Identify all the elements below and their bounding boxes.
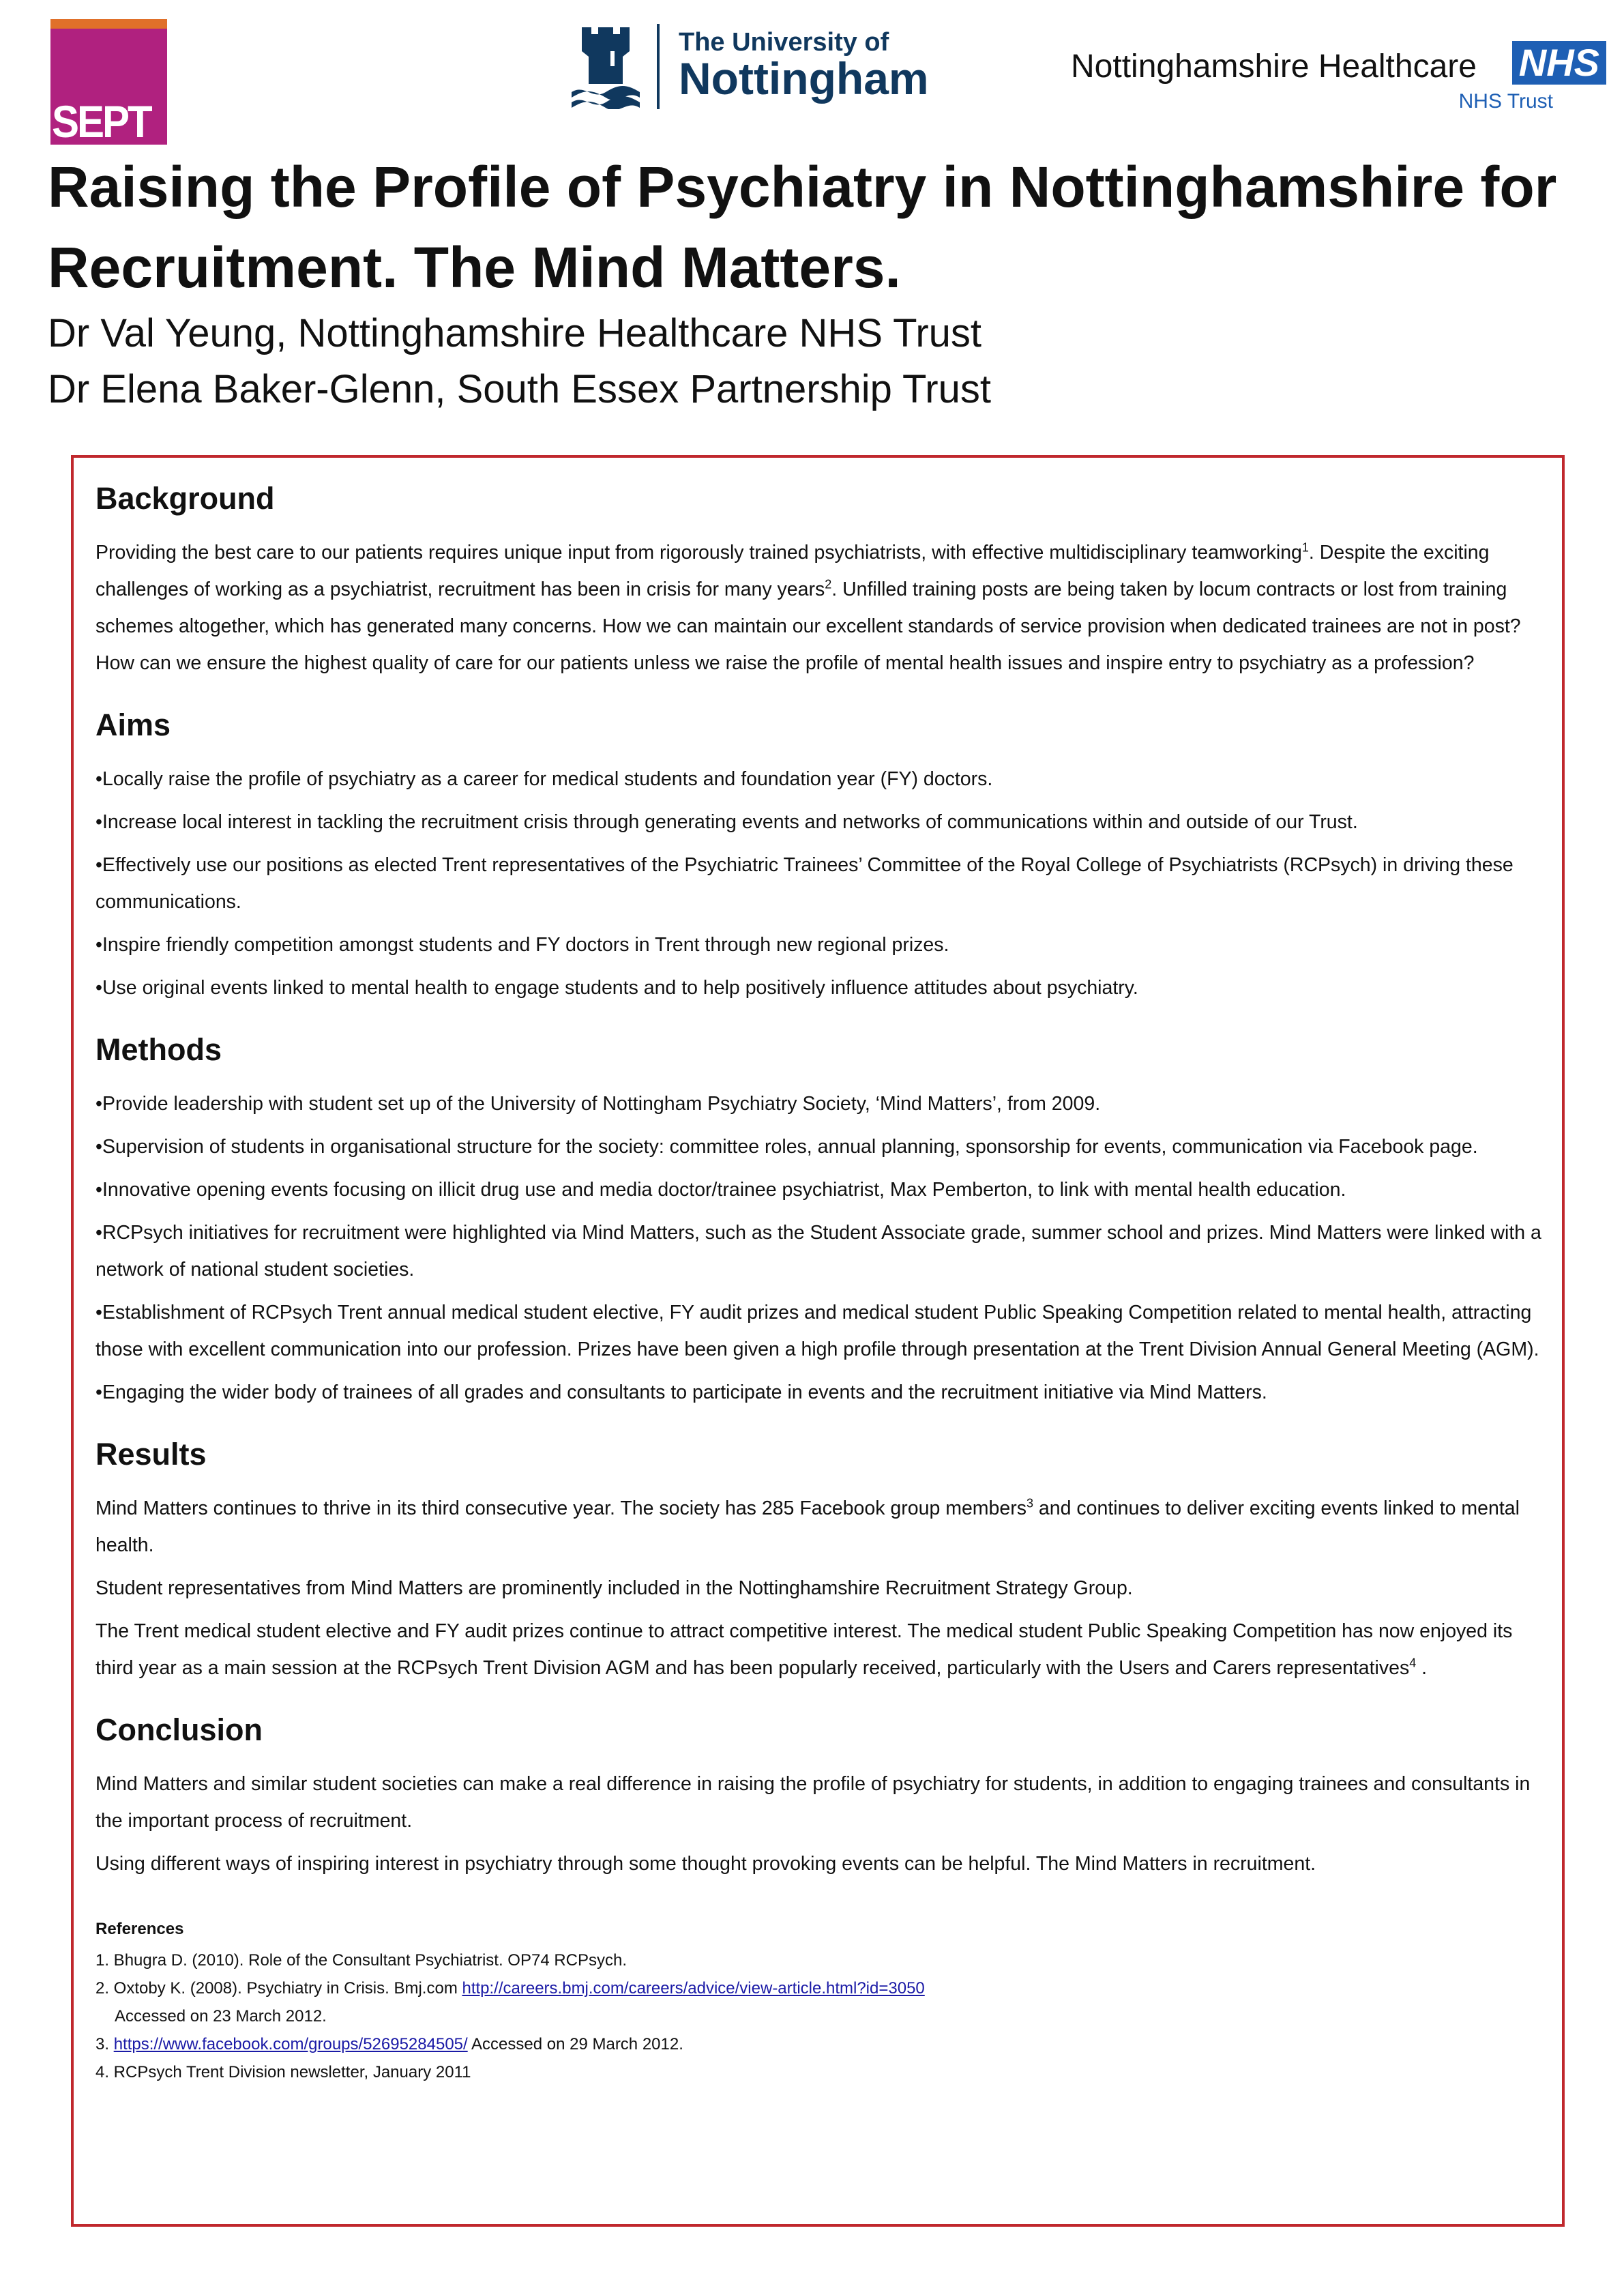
castle-crest-icon [568,24,643,109]
text: . [1416,1657,1428,1679]
paragraph [95,1294,1541,1368]
author-2: Dr Elena Baker-Glenn, South Essex Partnership Trust [48,367,991,411]
section-heading: Conclusion [95,1712,263,1747]
footnote-marker: 1 [1301,540,1309,555]
logo-divider [657,24,660,109]
text: and continues to deliver exciting events linked to mental health. [95,1497,1520,1556]
uon-logo-line2: Nottingham [679,53,929,104]
uon-logo-line1: The University of [679,28,889,57]
text: •Effectively use our positions as elected Trent representatives of the Psychiatric Trainees’ Committee of the Royal College of Psychiatrists (RCPsych) in driving these communications. [95,854,1514,913]
text: •Engaging the wider body of trainees of all grades and consultants to participate in events and the recruitment initiative via Mind Matters. [95,1381,1267,1403]
text: The Trent medical student elective and FY audit prizes continue to attract competitive interest. The medical student Public Speaking Competition has now enjoyed its third year as a main session at the RCPsych Trent Division AGM and has been popularly received, particularly with the Users and Carers representatives [95,1620,1513,1679]
reference-link[interactable]: https://www.facebook.com/groups/52695284505/ [113,2035,468,2053]
references-heading: References [95,1920,184,1938]
section-aims [95,705,1541,1006]
text: Accessed on 29 March 2012. [467,2035,683,2053]
footnote-marker: 3 [1026,1496,1033,1510]
section-conclusion [95,1710,1541,1882]
section-heading: Aims [95,707,171,742]
paragraph [95,1766,1541,1839]
paragraph [95,926,1541,963]
text: 3. [95,2035,114,2053]
reference-item [95,2030,1541,2058]
paragraph [95,1374,1541,1411]
text: •Locally raise the profile of psychiatry as a career for medical students and foundation year (FY) doctors. [95,768,993,790]
sept-logo [50,19,167,145]
paragraph [95,804,1541,840]
reference-link[interactable]: http://careers.bmj.com/careers/advice/view-article.html?id=3050 [462,1979,925,1998]
paragraph [95,1613,1541,1686]
sept-logo-text: SEPT [52,96,151,147]
references [95,1916,1541,2086]
author-1: Dr Val Yeung, Nottinghamshire Healthcare NHS Trust [48,311,982,355]
nhs-trust-name: Nottinghamshire Healthcare [1071,48,1477,85]
content-box [71,455,1565,2227]
poster-title: Raising the Profile of Psychiatry in Nottinghamshire for Recruitment. The Mind Matters. [48,155,1557,299]
paragraph [95,1214,1541,1288]
university-of-nottingham-logo [568,22,929,111]
text: •Establishment of RCPsych Trent annual medical student elective, FY audit prizes and medical student Public Speaking Competition related to mental health, attracting those with excellent communication into our profession. Prizes have been given a high profile through presentation at the Trent Division Annual General Meeting (AGM). [95,1302,1539,1360]
paragraph [95,1128,1541,1165]
text: •Provide leadership with student set up of the University of Nottingham Psychiatry Society, ‘Mind Matters’, from 2009. [95,1093,1101,1115]
paragraph [95,1490,1541,1564]
text: Providing the best care to our patients requires unique input from rigorously trained psychiatrists, with effective multidisciplinary teamworking [95,542,1302,564]
paragraph [95,847,1541,920]
text: 2. Oxtoby K. (2008). Psychiatry in Crisis. Bmj.com [95,1979,462,1998]
text: 4. RCPsych Trent Division newsletter, January 2011 [95,2063,471,2081]
section-background [95,478,1541,682]
nhs-trust-label: NHS Trust [1458,90,1553,113]
reference-item [95,2002,1541,2030]
paragraph [95,1845,1541,1882]
text: •Supervision of students in organisational structure for the society: committee roles, annual planning, sponsorship for events, communication via Facebook page. [95,1136,1478,1158]
text: Student representatives from Mind Matters are prominently included in the Nottinghamshire Recruitment Strategy Group. [95,1577,1133,1599]
text: Accessed on 23 March 2012. [115,2007,327,2025]
authors [48,306,991,418]
text: . Despite the exciting challenges of working as a psychiatrist, recruitment has been in crisis for many years [95,542,1490,600]
sept-logo-stripe [50,19,167,29]
text: Using different ways of inspiring interest in psychiatry through some thought provoking events can be helpful. The Mind Matters in recruitment. [95,1853,1316,1875]
paragraph [95,1171,1541,1208]
paragraph [95,534,1541,682]
section-results [95,1434,1541,1686]
text: •Innovative opening events focusing on illicit drug use and media doctor/trainee psychiatrist, Max Pemberton, to link with mental health education. [95,1179,1346,1201]
footnote-marker: 4 [1409,1656,1417,1670]
reference-item [95,2058,1541,2086]
section-heading: Background [95,481,275,516]
text: •Use original events linked to mental health to engage students and to help positively influence attitudes about psychiatry. [95,977,1138,999]
paragraph [95,969,1541,1006]
section-heading: Methods [95,1032,222,1067]
reference-item [95,1974,1541,2002]
nhs-trust-logo [1071,41,1606,116]
text: Mind Matters continues to thrive in its third consecutive year. The society has 285 Facebook group members [95,1497,1027,1519]
text: . Unfilled training posts are being taken by locum contracts or lost from training schemes altogether, which has generated many concerns. How we can maintain our excellent standards of service provision when dedicated trainees are not in post? How can we ensure the highest quality of care for our patients unless we raise the profile of mental health issues and inspire entry to psychiatry as a profession? [95,579,1521,674]
section-methods [95,1029,1541,1411]
text: •Increase local interest in tackling the recruitment crisis through generating events and networks of communications within and outside of our Trust. [95,811,1358,833]
text: •Inspire friendly competition amongst students and FY doctors in Trent through new regional prizes. [95,934,949,956]
section-heading: Results [95,1437,207,1472]
text: 1. Bhugra D. (2010). Role of the Consultant Psychiatrist. OP74 RCPsych. [95,1951,628,1970]
text: •RCPsych initiatives for recruitment were highlighted via Mind Matters, such as the Student Associate grade, summer school and prizes. Mind Matters were linked with a network of national student societies. [95,1222,1541,1281]
text: Mind Matters and similar student societies can make a real difference in raising the profile of psychiatry for students, in addition to engaging trainees and consultants in the important process of recruitment. [95,1773,1531,1832]
paragraph [95,1570,1541,1607]
reference-item [95,1946,1541,1974]
nhs-badge: NHS [1512,41,1606,85]
footnote-marker: 2 [825,577,832,591]
paragraph [95,1085,1541,1122]
paragraph [95,761,1541,798]
